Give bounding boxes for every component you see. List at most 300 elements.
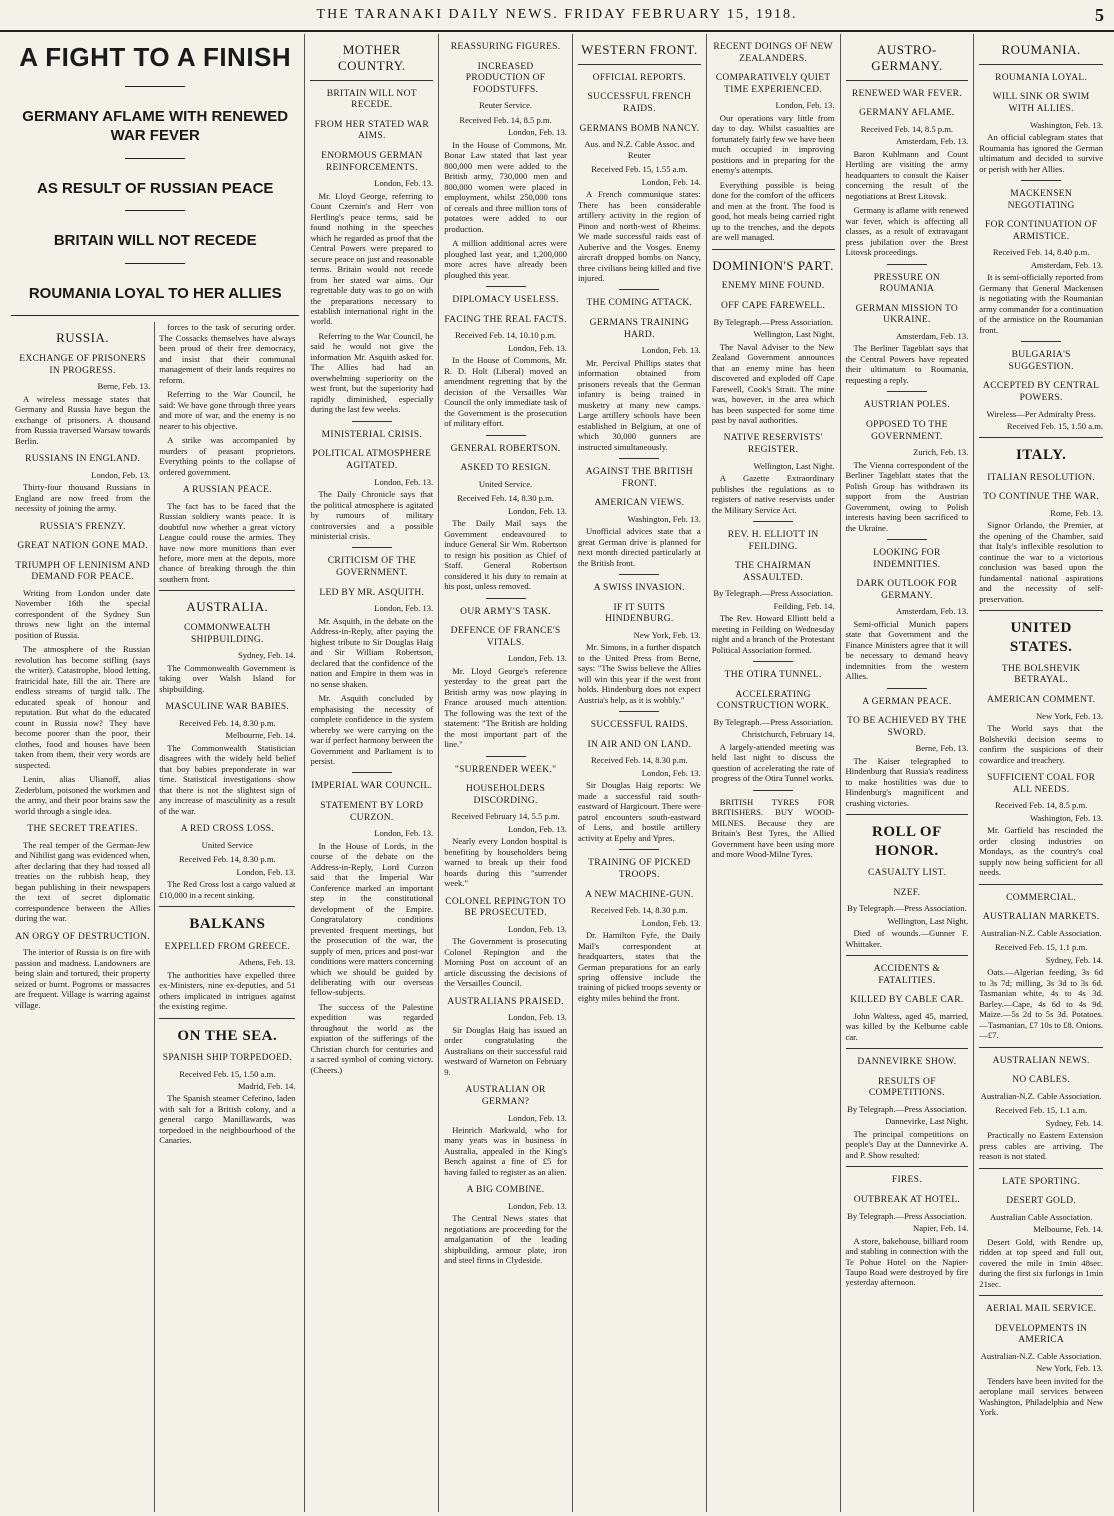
- article-text: The Naval Adviser to the New Zealand Government announces that an enemy mine has been discovered and exploded off Cape Farewell, Cook's Strait. The mine was, however, in the area which has been suspected for some time past by naval authorities.: [711, 341, 835, 425]
- article-text: The Daily Mail says the Government endeavoured to induce General Sir Wm. Robertson to resign his position as Chief of Staff. General Robertson considered it his duty to remain at his post, unless removed.: [444, 518, 567, 592]
- divider: [753, 521, 793, 522]
- article-subheading: DESERT GOLD.: [1006, 1196, 1077, 1207]
- article-heading: REV. H. ELLIOTT IN FEILDING.: [727, 530, 819, 552]
- divider: [979, 1168, 1103, 1169]
- dateline: United Service.: [478, 478, 533, 489]
- dateline: By Telegraph.—Press Association.: [847, 903, 967, 914]
- article-heading: OUR ARMY'S TASK.: [460, 606, 551, 617]
- dateline: By Telegraph.—Press Association.: [847, 1103, 967, 1114]
- article-subheading: THE CHAIRMAN ASSAULTED.: [735, 561, 812, 583]
- divider: [753, 661, 793, 662]
- divider: [1021, 341, 1061, 342]
- section-heading: DOMINION'S PART.: [712, 257, 834, 273]
- article-heading: ITALIAN RESOLUTION.: [987, 472, 1096, 483]
- column-2: [305, 34, 439, 1512]
- dateline: Madrid, Feb. 14.: [237, 1081, 296, 1091]
- column-1a: [11, 322, 155, 1512]
- article-text: John Waltess, aged 45, married, was killed by the Kelburne cable car.: [845, 1010, 969, 1042]
- dateline: Berne, Feb. 13.: [97, 381, 151, 392]
- article-text: Lenin, alias Ulianoff, alias Zederblum, poisoned the workmen and the army, and their poor brains saw the world through a single idea.: [15, 774, 151, 816]
- column-7: [974, 34, 1108, 1512]
- article-heading: LOOKING FOR INDEMNITIES.: [873, 548, 941, 570]
- section-heading: ON THE SEA.: [177, 1027, 278, 1044]
- main-headline: A FIGHT TO A FINISH: [19, 42, 292, 72]
- section-heading: AUSTRO-GERMANY.: [871, 42, 943, 73]
- dateline: London, Feb. 13.: [508, 1012, 567, 1023]
- divider: [11, 315, 299, 316]
- dateline: Amsterdam, Feb. 13.: [895, 136, 969, 147]
- article-text: Mr. Asquith, in the debate on the Address-in-Reply, after paying the highest tribute to Sir Douglas Haig and Sir William Robertson, declared that the confidence of the nation and Empire in them was in no sense shaken.: [310, 615, 434, 689]
- article-heading: A RED CROSS LOSS.: [180, 824, 274, 835]
- column-1-subcolumns: [11, 322, 299, 1512]
- dateline: Received Feb. 15, 1.1 p.m.: [994, 942, 1088, 953]
- dateline: Rome, Feb. 13.: [1050, 507, 1104, 518]
- dateline: London, Feb. 13.: [508, 505, 567, 516]
- article-subheading: TO CONTINUE THE WAR.: [983, 492, 1100, 503]
- article-subheading: SUCCESSFUL FRENCH RAIDS.: [587, 92, 692, 115]
- deck-4: ROUMANIA LOYAL TO HER ALLIES: [28, 284, 282, 302]
- article-subheading: ASKED TO RESIGN.: [460, 463, 551, 474]
- article-heading: RUSSIA'S FRENZY.: [39, 521, 126, 532]
- dateline: Received Feb. 14, 8.30 p.m.: [591, 905, 688, 916]
- dateline: Melbourne, Feb. 14.: [1033, 1224, 1104, 1235]
- dateline: Berne, Feb. 13.: [915, 743, 969, 754]
- article-heading: THE BOLSHEVIK BETRAYAL.: [1001, 663, 1081, 686]
- divider: [352, 421, 392, 422]
- article-subheading: DARK OUTLOOK FOR GERMANY.: [856, 579, 958, 601]
- article-text: A strike was accompanied by murders of peasant proprietors. Everything points to the collapse of ordered government.: [159, 435, 296, 477]
- dateline: London, Feb. 13.: [641, 917, 701, 928]
- masthead-title: THE TARANAKI DAILY NEWS. FRIDAY FEBRUARY 15, 1918.: [316, 7, 798, 22]
- divider: [619, 711, 659, 712]
- dateline: London, Feb. 13.: [508, 342, 567, 353]
- article-heading: BRITAIN WILL NOT RECEDE.: [326, 88, 417, 111]
- dateline: London, Feb. 13.: [641, 767, 701, 778]
- dateline: Wireless—Per Admiralty Press.: [986, 408, 1096, 419]
- divider: [486, 286, 526, 287]
- article-heading: AUSTRIAN POLES.: [863, 400, 951, 411]
- dateline: Feilding, Feb. 14.: [773, 600, 835, 611]
- article-text: The Vienna correspondent of the Berliner Tageblatt states that the Polish Group has withdrawn its support from the Austrian Government, owing to Polish interests having been sacrificed to the Ukraine.: [845, 459, 969, 533]
- dateline: Received Feb. 14, 8.40 p.m.: [992, 247, 1090, 258]
- deck-1: GERMANY AFLAME WITH RENEWED WAR FEVER: [22, 107, 289, 145]
- section-heading: WESTERN FRONT.: [581, 42, 698, 57]
- article-text: Practically no Eastern Extension press cables are arriving. The reason is not stated.: [979, 1130, 1104, 1162]
- article-subheading: AUSTRALIAN MARKETS.: [982, 912, 1100, 923]
- dateline: New York, Feb. 13.: [1035, 1363, 1104, 1374]
- dateline: Amsterdam, Feb. 13.: [895, 606, 969, 617]
- dateline: Received Feb. 15, 1.1 a.m.: [995, 1105, 1088, 1116]
- article-text: The fact has to be faced that the Russian soldiery wants peace. It is doubtful now whether a great victory League could rouse the armies. They have now more munitions than ever before, more men at the depots, more chance of breaking through the thin southern front.: [159, 500, 296, 584]
- article-heading: BULGARIA'S SUGGESTION.: [1008, 350, 1074, 372]
- column-4: [573, 34, 707, 1512]
- dateline: London, Feb. 13.: [236, 866, 296, 877]
- article-heading: SUFFICIENT COAL FOR ALL NEEDS.: [987, 773, 1096, 795]
- article-text: A French communique states: There has been considerable artillery activity in the region of Pinon and north-west of Rheims. We made successful raids east of Auberive and the Vosges. Enemy aircraft dropped bombs on Nancy, three civilians being killed and five injured.: [577, 189, 701, 283]
- article-text: A million additional acres were ploughed last year, and 1,200,000 more acres have already been ploughed this year.: [444, 238, 567, 280]
- dateline: Received Feb. 15, 1.55 a.m.: [591, 164, 688, 175]
- article-subheading: LED BY MR. ASQUITH.: [319, 587, 425, 598]
- article-heading: SPANISH SHIP TORPEDOED.: [162, 1052, 292, 1063]
- article-heading: DIPLOMACY USELESS.: [452, 295, 559, 306]
- dateline: Dannevirke, Last Night.: [885, 1116, 969, 1127]
- section-heading: FIRES.: [891, 1175, 922, 1186]
- article-subheading: POLITICAL ATMOSPHERE AGITATED.: [312, 449, 432, 471]
- article-text: Semi-official Munich papers state that Government and the Finance Ministers agree that it will be necessary to demand heavy indemnities from the western Allies.: [845, 618, 969, 682]
- article-text: A largely-attended meeting was held last night to discuss the question of accelerating the rate of progress of the Otira Tunnel works.: [711, 741, 835, 784]
- section-heading: AUSTRALIAN NEWS.: [992, 1055, 1090, 1066]
- dateline: By Telegraph.—Press Association.: [713, 588, 833, 599]
- dateline: Australian-N.Z. Cable Association.: [980, 1090, 1102, 1101]
- article-heading: TRAINING OF PICKED TROOPS.: [588, 858, 691, 880]
- dateline: London, Feb. 14.: [641, 176, 701, 187]
- article-subheading: A RUSSIAN PEACE.: [182, 485, 272, 495]
- dateline: Amsterdam, Feb. 13.: [895, 331, 969, 341]
- article-text: The Commonwealth Government is taking over Walsh Island for shipbuilding.: [159, 662, 296, 694]
- article-text: It is semi-officially reported from Germany that General Mackensen is negotiating with the Roumanian army commander for a continuation of the armistice on the Roumanian front.: [979, 272, 1104, 335]
- article-subheading: OPPOSED TO THE GOVERNMENT.: [865, 420, 948, 442]
- dateline: Melbourne, Feb. 14.: [225, 730, 296, 741]
- divider: [887, 539, 927, 540]
- dateline: Received Feb. 15, 1.50 a.m.: [179, 1068, 276, 1079]
- article-subheading: FOR CONTINUATION OF ARMISTICE.: [984, 220, 1098, 242]
- article-text: Germany is aflame with renewed war fever, which is affecting all classes, as a result of extravagant press jubilation over the Brest Litovsk proceedings.: [845, 205, 969, 258]
- article-subheading: A NEW MACHINE-GUN.: [585, 889, 694, 900]
- article-subheading: COMPARATIVELY QUIET TIME EXPERIENCED.: [715, 73, 831, 95]
- article-text: Signor Orlando, the Premier, at the opening of the Chamber, said that Italy's inflexible resolution to continue the war to a victorious conclusion was based upon the fundamental national aspirations and the necessity of self-preservation.: [979, 520, 1104, 604]
- dateline: Received Feb. 14, 8.5 p.m.: [459, 114, 552, 125]
- article-text: A Gazette Extraordinary publishes the regulations as to registers of native reservists under the Military Service Act.: [711, 473, 835, 515]
- dateline: Athens, Feb. 13.: [238, 957, 296, 968]
- divider: [486, 756, 526, 757]
- article-text: A wireless message states that Germany and Russia have begun the exchange of prisoners. A thousand from Russia traversed Warsaw towards Berlin.: [15, 393, 151, 446]
- article-text: Desert Gold, with Rendre up, ridden at top speed and full out, covered the mile in 1min 48sec. during the first six furlongs in 1min 21sec.: [979, 1236, 1104, 1289]
- divider: [846, 80, 969, 81]
- dateline: Received February 14, 5.5 p.m.: [451, 811, 560, 822]
- article-subheading: GERMAN MISSION TO UKRAINE.: [855, 303, 959, 326]
- dateline: Received Feb. 14, 10.10 p.m.: [455, 330, 557, 341]
- article-text: forces to the task of securing order. The Cossacks themselves have always been proud of their free democracy, and insist that their communal management of their lands requires no reform.: [159, 322, 296, 385]
- divider: [352, 547, 392, 548]
- article-heading: ENEMY MINE FOUND.: [721, 281, 825, 292]
- divider: [619, 458, 659, 459]
- section-heading: MOTHER COUNTRY.: [337, 42, 406, 73]
- article-text: The authorities have expelled three ex-Ministers, nine ex-deputies, and 51 others implicated in intrigues against the existing regime.: [159, 969, 296, 1012]
- section-heading: RUSSIA.: [56, 330, 110, 346]
- article-heading: REASSURING FIGURES.: [450, 42, 561, 52]
- column-3: [439, 34, 573, 1512]
- article-heading: IMPERIAL WAR COUNCIL.: [311, 781, 433, 792]
- divider: [125, 210, 185, 211]
- article-heading: EXPELLED FROM GREECE.: [164, 941, 290, 952]
- page-number: 5: [1095, 5, 1106, 25]
- article-heading: THE OTIRA TUNNEL.: [724, 670, 822, 681]
- article-heading: THE COMING ATTACK.: [586, 298, 693, 309]
- article-text: Oats.—Algerian feeding, 3s 6d to 3s 7d; milling, 3s 3d to 3s 6d. Tasmanian white, 4s to 4s 3d. Barley.—Cape, 4s 6d to 4s 9d. Maize.—5s 2d to 5s 3d. Potatoes.—Tasmanian, £7 10s to £8. Onions.—£7.: [979, 967, 1104, 1041]
- dateline: London, Feb. 13.: [508, 1112, 567, 1123]
- dateline: London, Feb. 13.: [775, 100, 835, 111]
- dateline: London, Feb. 13.: [374, 476, 434, 487]
- dateline: London, Feb. 13.: [91, 469, 151, 480]
- article-subheading: NO CABLES.: [1012, 1075, 1071, 1086]
- article-text: Our operations vary little from day to day. Whilst casualties are fortunately fairly few we have been much occupied in improving positions and in preparing for the enemy's attempts.: [711, 112, 835, 176]
- article-text: The success of the Palestine expedition was regarded throughout the world as the expiation of the sufferings of the Christian church for centuries and a sacred symbol of coming victory. (Cheers.): [310, 1001, 434, 1075]
- article-subheading: GREAT NATION GONE MAD.: [17, 541, 148, 552]
- article-heading: MINISTERIAL CRISIS.: [321, 429, 422, 440]
- divider: [979, 437, 1103, 438]
- article-subheading: FACING THE REAL FACTS.: [444, 314, 567, 325]
- article-subheading: INCREASED PRODUCTION OF FOODSTUFFS.: [465, 61, 546, 95]
- column-1: [6, 34, 305, 1512]
- article-heading: MASCULINE WAR BABIES.: [165, 702, 290, 713]
- article-subheading: GERMANS TRAINING HARD.: [589, 318, 690, 340]
- dateline: Washington, Feb. 13.: [627, 513, 701, 524]
- article-text: The interior of Russia is on fire with passion and madness. Landowners are being slain and tortured, their property seized or burnt. Pogroms or massacres are frequent. Village is warring against village.: [15, 947, 151, 1010]
- divider: [619, 289, 659, 290]
- article-text: The Kaiser telegraphed to Hindenburg that Russia's readiness to make hostilities was due to Hindenburg's magnificent and crushing victories.: [845, 755, 969, 808]
- section-heading: AUSTRALIA.: [186, 599, 269, 615]
- article-heading: PRESSURE ON ROUMANIA: [873, 272, 941, 295]
- article-subheading: TO BE ACHIEVED BY THE SWORD.: [847, 716, 967, 738]
- dateline: Australian Cable Association.: [989, 1211, 1093, 1222]
- divider: [979, 1047, 1103, 1048]
- article-text: The Central News states that negotiations are proceeding for the amalgamation of the leading shipbuilding, armour plate, iron and steel firms in Clydeside.: [444, 1213, 567, 1266]
- dateline: Zurich, Feb. 13.: [913, 447, 969, 458]
- article-text: Dr. Hamilton Fyfe, the Daily Mail's correspondent at headquarters, states that the German preparations for an early spring offensive include the training of picked troops seventy or eighty miles behind the front.: [577, 930, 701, 1003]
- divider: [125, 158, 185, 159]
- article-text: Tenders have been invited for the aeroplane mail services between Washington, Philadelphia and New York.: [979, 1375, 1104, 1418]
- dateline: Australian-N.Z. Cable Association.: [980, 1350, 1102, 1361]
- dateline: Australian-N.Z. Cable Association.: [980, 927, 1102, 938]
- dateline: London, Feb. 13.: [508, 653, 567, 664]
- dateline: Received Feb. 14, 8.30 p.m.: [178, 854, 276, 865]
- article-subheading: DEVELOPMENTS IN AMERICA: [994, 1323, 1088, 1346]
- article-subheading: HOUSEHOLDERS DISCORDING.: [466, 784, 546, 806]
- article-heading: "SURRENDER WEEK.": [454, 764, 557, 775]
- dateline: Sydney, Feb. 14.: [237, 650, 296, 661]
- article-text: Mr. Simons, in a further dispatch to the United Press from Berne, says: "The Swiss believe the Allies will win this year if the west front holds. Hindenburg does not expect Austria's help, as it is wobbly.": [577, 642, 701, 705]
- column-5: [707, 34, 841, 1512]
- dateline: Washington, Feb. 13.: [1029, 812, 1104, 823]
- article-heading: A SWISS INVASION.: [593, 583, 685, 594]
- dateline: London, Feb. 13.: [508, 1200, 567, 1211]
- article-subheading: GERMANY AFLAME.: [859, 108, 955, 119]
- article-subheading: TRIUMPH OF LENINISM AND DEMAND FOR PEACE.: [15, 560, 150, 583]
- dateline: Received Feb. 14, 8.5 p.m.: [994, 800, 1088, 811]
- section-heading: UNITED STATES.: [1009, 620, 1073, 655]
- dateline: By Telegraph.—Press Association.: [713, 717, 833, 727]
- article-text: Sir Douglas Haig reports: We made a successful raid south-eastward of Hargicourt. There were patrol encounters south-eastward of Lens, and hostile artillery activity at Epehy and Ypres.: [577, 780, 701, 843]
- column-1b: [155, 322, 299, 1512]
- dateline: Sydney, Feb. 14.: [1045, 1117, 1104, 1128]
- article-text: The Commonwealth Statistician disagrees with the widely held belief that boy babies preponderate in war time. Statistical investigations show that there is not the slightest sign of any increase of masculinity as a result of the war.: [159, 742, 296, 816]
- section-heading: ROUMANIA.: [1001, 42, 1081, 57]
- dateline: New York, Feb. 13.: [1035, 710, 1104, 721]
- dateline: Received Feb. 14, 8.30 p.m.: [591, 755, 688, 766]
- article-text: A store, bakehouse, billiard room and stabling in connection with the Te Pohue Hotel on the Napier-Taupo Road were destroyed by fire yesterday afternoon.: [845, 1235, 969, 1288]
- article-heading: ROUMANIA LOYAL.: [995, 72, 1088, 83]
- divider: [125, 86, 185, 87]
- article-heading: GENERAL ROBERTSON.: [450, 443, 561, 454]
- dateline: New York, Feb. 13.: [633, 629, 701, 640]
- article-heading: CASUALTY LIST.: [868, 867, 946, 878]
- dateline: London, Feb. 13.: [374, 828, 434, 839]
- article-subheading: KILLED BY CABLE CAR.: [850, 995, 964, 1006]
- divider: [846, 1048, 969, 1049]
- article-text: The Berliner Tageblatt says that the Central Powers have repeated their ultimatum to Roumania, requesting a reply.: [845, 343, 969, 385]
- article-heading: OFFICIAL REPORTS.: [592, 72, 687, 83]
- article-text: In the House of Commons, Mr. R. D. Holt (Liberal) moved an amendment regretting that by the decision of the Versailles War Council the only immediate task of the Government is the prosecution of military effort.: [444, 355, 567, 429]
- divider: [352, 772, 392, 773]
- article-subheading: GERMANS BOMB NANCY.: [579, 123, 700, 134]
- dateline: Reuter Service.: [479, 100, 533, 111]
- divider: [846, 955, 969, 956]
- article-text: Mr. Garfield has rescinded the order closing industries on Mondays, as the country's coal supply now being sufficient for all needs.: [979, 825, 1104, 878]
- article-heading: MACKENSEN NEGOTIATING: [1007, 189, 1075, 211]
- dateline: Amsterdam, Feb. 13.: [1030, 259, 1104, 270]
- article-heading: AUSTRALIAN OR GERMAN?: [465, 1085, 546, 1107]
- article-text: The Government is prosecuting Colonel Repington and the Morning Post on account of an article discussing the decisions of the Versailles Council.: [444, 936, 567, 989]
- divider: [159, 590, 295, 591]
- divider: [712, 249, 835, 250]
- dateline: Wellington, Last Night.: [753, 329, 835, 340]
- section-heading: ROLL OF HONOR.: [872, 824, 942, 859]
- article-text: The real temper of the German-Jew and Nihilist gang was evidenced when, after declaring that they had tossed all treaties on the rubbish heap, they began publishing in their newspapers the text of secret diplomatic correspondence between the Allies during the war.: [15, 839, 151, 924]
- article-text: Unofficial advices state that a great German drive is planned for next month directed particularly at the British front.: [577, 526, 701, 568]
- divider: [310, 80, 433, 81]
- article-subheading: AMERICAN VIEWS.: [594, 498, 685, 509]
- article-text: An official cablegram states that Roumania has ignored the German ultimatum and decided to survive or perish with her Allies.: [979, 132, 1104, 174]
- article-text: The Rev. Howard Elliott held a meeting in Feilding on Wednesday night and a branch of the Protestant Political Association formed.: [711, 613, 835, 655]
- dateline: London, Feb. 13.: [374, 178, 434, 189]
- article-text: Died of wounds.—Gunner F. Whittaker.: [845, 928, 969, 949]
- divider: [486, 598, 526, 599]
- dateline: London, Feb. 13.: [374, 603, 434, 614]
- article-text: Writing from London under date November 16th the special correspondent of the Sydney Sun throws new light on the internal position of Russia.: [15, 587, 151, 640]
- article-subheading: ACCELERATING CONSTRUCTION WORK.: [716, 689, 830, 712]
- article-heading: AGAINST THE BRITISH FRONT.: [585, 467, 693, 489]
- article-text: The Daily Chronicle says that the political atmosphere is agitated by rumours of military controversies and a possible ministerial crisis.: [310, 489, 434, 541]
- article-heading: CRITICISM OF THE GOVERNMENT.: [327, 556, 416, 579]
- dateline: London, Feb. 13.: [641, 345, 701, 356]
- article-text: The Red Cross lost a cargo valued at £10,000 in a recent sinking.: [159, 879, 296, 900]
- dateline: London, Feb. 13.: [508, 127, 567, 138]
- article-text: Sir Douglas Haig has issued an order congratulating the Australians on their successful raid westward of Warneton on February 9.: [444, 1024, 567, 1077]
- dateline: Received Feb. 14, 8.30 p.m.: [457, 493, 554, 504]
- divider: [159, 1018, 295, 1019]
- article-heading: NATIVE RESERVISTS' REGISTER.: [723, 433, 823, 456]
- article-text: Mr. Asquith concluded by emphasising the necessity of complete confidence in the system whereby we were carrying on the war if perfect harmony between the Government and Parliament is to persist.: [310, 693, 434, 766]
- article-subheading: IN AIR AND ON LAND.: [587, 739, 692, 750]
- article-heading: RUSSIANS IN ENGLAND.: [25, 454, 141, 465]
- divider: [979, 1295, 1103, 1296]
- divider: [979, 884, 1103, 885]
- masthead: [0, 0, 1114, 32]
- divider: [578, 64, 701, 65]
- article-subheading: DEFENCE OF FRANCE'S VITALS.: [450, 626, 561, 648]
- dateline: London, Feb. 13.: [508, 823, 567, 834]
- dateline: Christchurch, February 14.: [741, 729, 835, 740]
- article-text: The World says that the Bolsheviki decision seems to confirm the suspicions of their cowardice and treachery.: [979, 723, 1104, 765]
- dateline: Received Feb. 14, 8.30 p.m.: [178, 717, 276, 728]
- divider: [619, 849, 659, 850]
- divider: [979, 610, 1103, 611]
- dateline: Washington, Feb. 13.: [1029, 119, 1104, 130]
- dateline: By Telegraph.—Press Association.: [713, 316, 833, 327]
- divider: [1021, 180, 1061, 181]
- article-subheading: AN ORGY OF DESTRUCTION.: [15, 931, 151, 942]
- section-heading: LATE SPORTING.: [1002, 1176, 1081, 1187]
- divider: [846, 1166, 969, 1167]
- section-heading: DANNEVIRKE SHOW.: [857, 1057, 957, 1068]
- divider: [887, 391, 927, 392]
- deck-3: BRITAIN WILL NOT RECEDE: [53, 232, 257, 250]
- article-text: In the House of Commons, Mr. Bonar Law stated that last year 800,000 men were added to the British army, 730,000 men and 800,000 women were placed in employment, whilst 250,000 tons of cereals and three million tons of potatoes were added to our production.: [444, 139, 567, 234]
- dateline: Received Feb. 15, 1.50 a.m.: [1006, 421, 1104, 431]
- article-text: Mr. Percival Phillips states that information obtained from prisoners reveals that the German infantry is being trained in musketry at many new camps. Large artillery schools have been established in Belgium, at one of which 30,000 gunners are instructed simultaneously.: [577, 357, 701, 452]
- deck-2: AS RESULT OF RUSSIAN PEACE: [37, 179, 274, 197]
- divider: [125, 263, 185, 264]
- article-text: Mr. Lloyd George's reference yesterday to the great part the British army was now playing in France aroused much attention. The following was the text of the statement: "The British are holding the most important part of the line.": [444, 665, 567, 750]
- dateline: London, Feb. 13.: [508, 923, 567, 934]
- article-heading: A GERMAN PEACE.: [862, 696, 952, 707]
- article-subheading: OUTBREAK AT HOTEL.: [853, 1194, 961, 1205]
- divider: [486, 435, 526, 436]
- article-heading: RECENT DOINGS OF NEW ZEALANDERS.: [713, 42, 833, 64]
- section-heading: BALKANS: [189, 916, 266, 933]
- dateline: Aus. and N.Z. Cable Assoc. and Reuter: [584, 139, 695, 160]
- article-subheading: RESULTS OF COMPETITIONS.: [868, 1076, 945, 1099]
- article-subheading: ENORMOUS GERMAN REINFORCEMENTS.: [321, 151, 423, 173]
- divider: [887, 688, 927, 689]
- article-heading: COLONEL REPINGTON TO BE PROSECUTED.: [445, 896, 566, 919]
- article-text: Nearly every London hospital is benefiting by householders being warned to break up their food hoards during this "surrender week.": [444, 836, 567, 889]
- dateline: By Telegraph.—Press Association.: [847, 1210, 967, 1221]
- article-text: The Spanish steamer Ceferino, laden with salt for a British colony, and a general cargo Manillawards, was torpedoed in the neighbourhood of the Canaries.: [159, 1093, 296, 1146]
- dateline: Napier, Feb. 14.: [913, 1223, 969, 1234]
- article-subheading: IF IT SUITS HINDENBURG.: [605, 602, 674, 625]
- article-heading: SUCCESSFUL RAIDS.: [590, 720, 688, 731]
- divider: [619, 574, 659, 575]
- article-text: Baron Kuhlmann and Count Hertling are visiting the army headquarters to consult the Kaiser concerning the result of the negotiations at Brest Litovsk.: [845, 148, 969, 201]
- dateline: Sydney, Feb. 14.: [1045, 954, 1104, 965]
- divider: [753, 790, 793, 791]
- article-subheading: WILL SINK OR SWIM WITH ALLIES.: [992, 92, 1090, 115]
- article-subheading: ACCEPTED BY CENTRAL POWERS.: [983, 381, 1100, 403]
- divider: [979, 64, 1103, 65]
- article-subheading: THE SECRET TREATIES.: [27, 824, 138, 835]
- section-heading: ITALY.: [1015, 447, 1067, 464]
- article-text: The principal competitions on people's Day at the Dannevirke A. and P. Show resulted:: [845, 1128, 969, 1160]
- article-heading: EXCHANGE OF PRISONERS IN PROGRESS.: [19, 354, 146, 376]
- article-text: The atmosphere of the Russian revolution has become stifling (says the writer). Catastrophe, blood letting, fratricidal hate, fill the air. There are endless streams of turgid talk. The educated speak of honour and reputation. But what do the educated count in Russia now? They have become poorer than the poor, their clothes, food and houses have been taken from them, their very words are suspected.: [15, 644, 151, 770]
- article-text: In the House of Lords, in the course of the debate on the Address-in-Reply, Lord Curzon said that the Imperial War Conference marked an important step in the constitutional development of the Empire. Congratulatory conditions prevented frequent meetings, but the prosecution of the war, the supply of men, prices and post-war conditions were matters concerning which we should be guided by deliberating with our overseas fellow-subjects.: [310, 840, 434, 998]
- advertisement-text: BRITISH TYRES FOR BRITISHERS. BUY WOOD-MILNES. Because they are Britain's Best Tyres, the Allied Government have been using more and more Wood-Milne Tyres.: [711, 796, 835, 860]
- article-text: Mr. Lloyd George, referring to Count Czernin's and Herr von Hertling's peace terms, said he found nothing in the speeches which he regarded as proof that the Central Powers were prepared to secure peace on just and reasonable terms. Britain would not recede from her stated war aims. Our regrettable duty was to go on with the preparations necessary to establish international right in the world.: [310, 190, 434, 327]
- article-subheading: STATEMENT BY LORD CURZON.: [320, 801, 424, 823]
- article-subheading: NZEF.: [893, 887, 921, 898]
- dateline: Received Feb. 14, 8.5 p.m.: [860, 123, 954, 134]
- dateline: Wellington, Last Night.: [753, 460, 835, 471]
- section-heading: ACCIDENTS & FATALITIES.: [873, 964, 941, 986]
- dateline: United Service: [201, 839, 253, 850]
- article-heading: A BIG COMBINE.: [466, 1185, 545, 1196]
- article-heading: AUSTRALIANS PRAISED.: [447, 996, 564, 1007]
- article-subheading: OFF CAPE FAREWELL.: [721, 301, 826, 312]
- article-subheading: FROM HER STATED WAR AIMS.: [314, 119, 429, 142]
- divider: [159, 906, 295, 907]
- section-heading: COMMERCIAL.: [1006, 892, 1077, 903]
